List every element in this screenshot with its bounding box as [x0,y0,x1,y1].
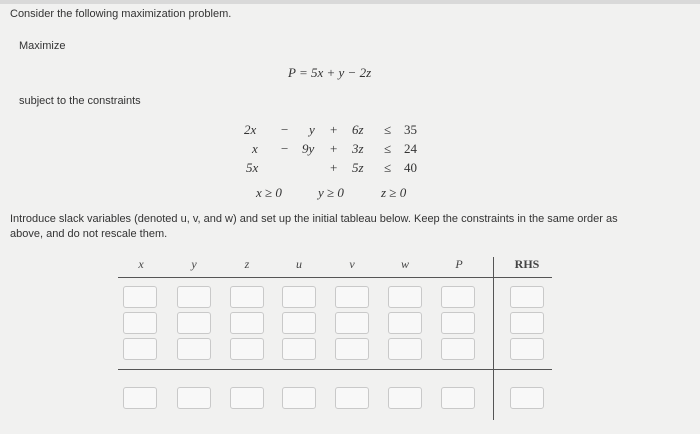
objective-row-divider [118,369,552,370]
header-divider [118,277,552,278]
objective-function: P = 5x + y − 2z [288,65,372,80]
operator: + [330,141,338,156]
constraints-label: subject to the constraints [19,95,141,107]
relation: ≤ [384,141,392,156]
intro-text: Consider the following maximization problem. [10,8,232,20]
tableau-cell-r1-v[interactable] [335,286,369,308]
header-x: x [138,257,144,271]
tableau-cell-r1-w[interactable] [388,286,422,308]
header-y: y [191,257,197,271]
maximize-label: Maximize [19,40,66,52]
header-u: u [296,257,302,271]
nonneg-x: x ≥ 0 [256,185,282,200]
tableau-cell-obj-z[interactable] [230,387,264,409]
tableau-cell-r2-u[interactable] [282,312,316,334]
tableau-cell-r2-y[interactable] [177,312,211,334]
term: 5z [352,160,364,175]
header-z: z [244,257,250,271]
rhs-value: 35 [404,122,417,137]
tableau-cell-obj-rhs[interactable] [510,387,544,409]
relation: ≤ [384,160,392,175]
tableau-cell-obj-P[interactable] [441,387,475,409]
tableau-cell-obj-u[interactable] [282,387,316,409]
operator: − [281,141,289,156]
tableau-cell-r2-v[interactable] [335,312,369,334]
rhs-divider [493,257,494,420]
relation: ≤ [384,122,392,137]
nonneg-y: y ≥ 0 [318,185,344,200]
rhs-value: 40 [404,160,417,175]
nonneg-z: z ≥ 0 [381,185,407,200]
tableau-cell-r1-u[interactable] [282,286,316,308]
tableau-cell-r2-P[interactable] [441,312,475,334]
tableau-cell-r2-rhs[interactable] [510,312,544,334]
instructions-text: Introduce slack variables (denoted u, v, and w) and set up the initial tableau below. Keep the constraints in the same order as above, and do not rescale them. [10,213,618,240]
tableau-cell-r1-z[interactable] [230,286,264,308]
tableau-cell-r3-P[interactable] [441,338,475,360]
tableau-cell-r1-rhs[interactable] [510,286,544,308]
term: y [309,122,315,137]
header-w: w [400,257,409,271]
tableau-cell-r3-v[interactable] [335,338,369,360]
tableau-cell-r3-y[interactable] [177,338,211,360]
term: 5x [246,160,259,175]
rhs-value: 24 [404,141,417,156]
tableau-cell-r3-w[interactable] [388,338,422,360]
tableau-cell-r2-w[interactable] [388,312,422,334]
tableau-cell-obj-v[interactable] [335,387,369,409]
tableau-cell-r1-y[interactable] [177,286,211,308]
tableau-cell-r3-x[interactable] [123,338,157,360]
tableau-cell-r1-x[interactable] [123,286,157,308]
operator: + [330,160,338,175]
header-v: v [349,257,355,271]
tableau-cell-r2-z[interactable] [230,312,264,334]
tableau-cell-obj-x[interactable] [123,387,157,409]
operator: + [330,122,338,137]
tableau-cell-r1-P[interactable] [441,286,475,308]
tableau-cell-r2-x[interactable] [123,312,157,334]
top-edge [0,0,700,4]
term: 3z [352,141,364,156]
term: 6z [352,122,364,137]
operator: − [281,122,289,137]
term: x [252,141,258,156]
tableau-cell-obj-y[interactable] [177,387,211,409]
header-RHS: RHS [514,257,540,271]
tableau-cell-obj-w[interactable] [388,387,422,409]
header-P: P [455,257,463,271]
tableau-cell-r3-z[interactable] [230,338,264,360]
term: 2x [244,122,257,137]
tableau-cell-r3-rhs[interactable] [510,338,544,360]
tableau-cell-r3-u[interactable] [282,338,316,360]
term: 9y [302,141,315,156]
